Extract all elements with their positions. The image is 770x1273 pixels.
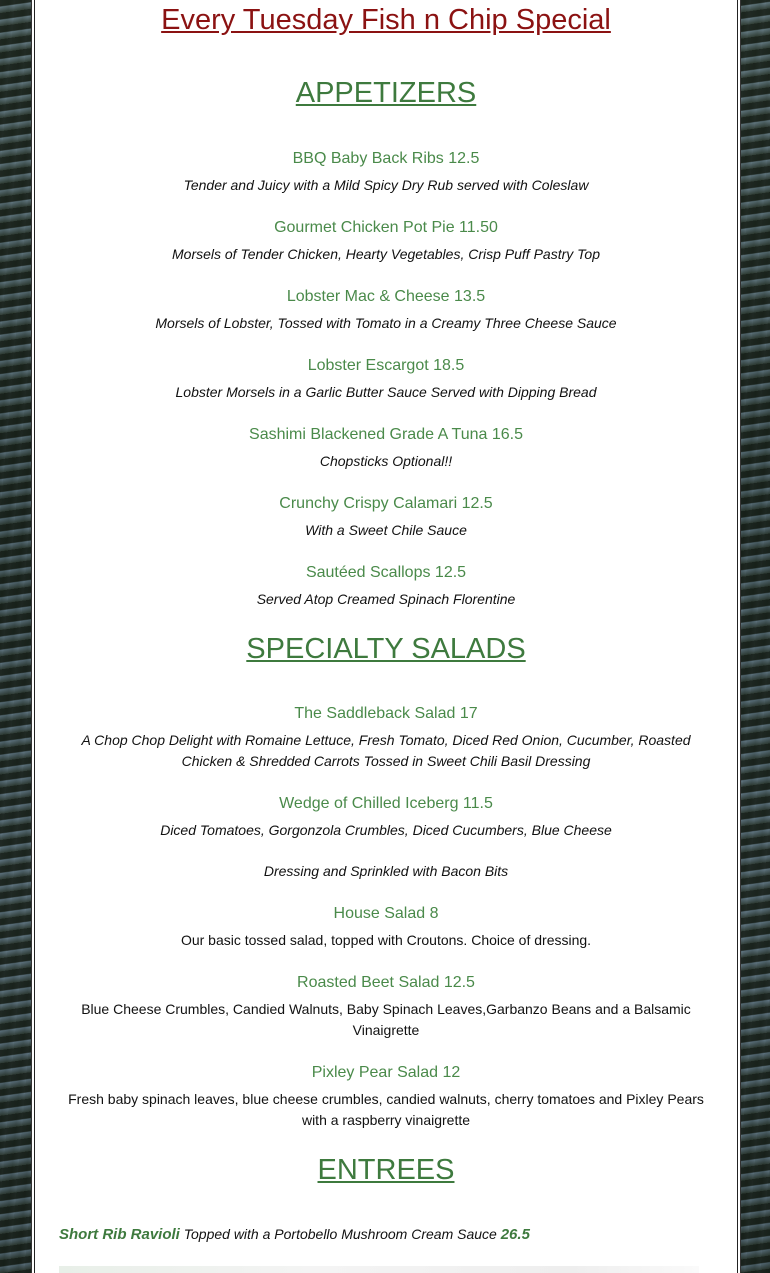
menu-item-name: BBQ Baby Back Ribs 12.5	[292, 150, 480, 167]
menu-item-description: Fresh baby spinach leaves, blue cheese crumbles, candied walnuts, cherry tomatoes and Pixley Pears with a raspberry vinaigrette	[68, 1091, 704, 1128]
entree-name: Short Rib Ravioli	[59, 1226, 180, 1243]
specialty-salads-heading: SPECIALTY SALADS	[246, 633, 526, 665]
background-trees-left	[0, 0, 34, 1273]
menu-item-name: Gourmet Chicken Pot Pie 11.50	[274, 219, 498, 236]
menu-item-description: Chopsticks Optional!!	[319, 453, 453, 469]
menu-item-name: House Salad 8	[333, 905, 439, 922]
menu-item-name: Lobster Escargot 18.5	[307, 357, 465, 374]
menu-item-description: Our basic tossed salad, topped with Croutons. Choice of dressing.	[180, 932, 592, 948]
menu-item-description-continued: Dressing and Sprinkled with Bacon Bits	[263, 863, 509, 879]
menu-item-description: Tender and Juicy with a Mild Spicy Dry Rub served with Coleslaw	[183, 177, 589, 193]
entree-price: 26.5	[500, 1226, 530, 1243]
entree-description: Topped with a Portobello Mushroom Cream Sauce	[179, 1226, 501, 1242]
menu-item-name: The Saddleback Salad 17	[294, 705, 478, 722]
menu-item-description: Diced Tomatoes, Gorgonzola Crumbles, Diced Cucumbers, Blue Cheese	[160, 822, 612, 838]
menu-item-name: Lobster Mac & Cheese 13.5	[286, 288, 486, 305]
menu-item-description: With a Sweet Chile Sauce	[305, 522, 467, 538]
menu-item-name: Pixley Pear Salad 12	[311, 1064, 461, 1081]
menu-item-description: Lobster Morsels in a Garlic Butter Sauce Served with Dipping Bread	[175, 384, 597, 400]
menu-item-name: Wedge of Chilled Iceberg 11.5	[279, 795, 493, 812]
menu-item-name: Crunchy Crispy Calamari 12.5	[279, 495, 493, 512]
menu-item-description: Morsels of Tender Chicken, Hearty Vegetables, Crisp Puff Pastry Top	[172, 246, 600, 262]
menu-item-name: Roasted Beet Salad 12.5	[297, 974, 475, 991]
menu-item-description: Morsels of Lobster, Tossed with Tomato in a Creamy Three Cheese Sauce	[155, 315, 617, 331]
menu-item-name: Sautéed Scallops 12.5	[305, 564, 467, 581]
menu-item-name: Sashimi Blackened Grade A Tuna 16.5	[249, 426, 523, 443]
special-banner[interactable]: Every Tuesday Fish n Chip Special	[161, 4, 611, 36]
menu-item-description: Blue Cheese Crumbles, Candied Walnuts, Baby Spinach Leaves,Garbanzo Beans and a Balsamic Vinaigrette	[81, 1001, 691, 1038]
menu-panel	[34, 0, 738, 1273]
menu-item-description: Served Atop Creamed Spinach Florentine	[256, 591, 516, 607]
entree-item	[59, 1226, 719, 1243]
background-trees-right	[736, 0, 770, 1273]
entrees-heading: ENTREES	[317, 1154, 455, 1186]
menu-item-description: A Chop Chop Delight with Romaine Lettuce, Fresh Tomato, Diced Red Onion, Cucumber, Roasted Chicken & Shredded Carrots Tossed in Sweet Chili Basil Dressing	[81, 732, 691, 769]
appetizers-heading: APPETIZERS	[295, 77, 477, 109]
cut-off-content	[59, 1266, 699, 1273]
